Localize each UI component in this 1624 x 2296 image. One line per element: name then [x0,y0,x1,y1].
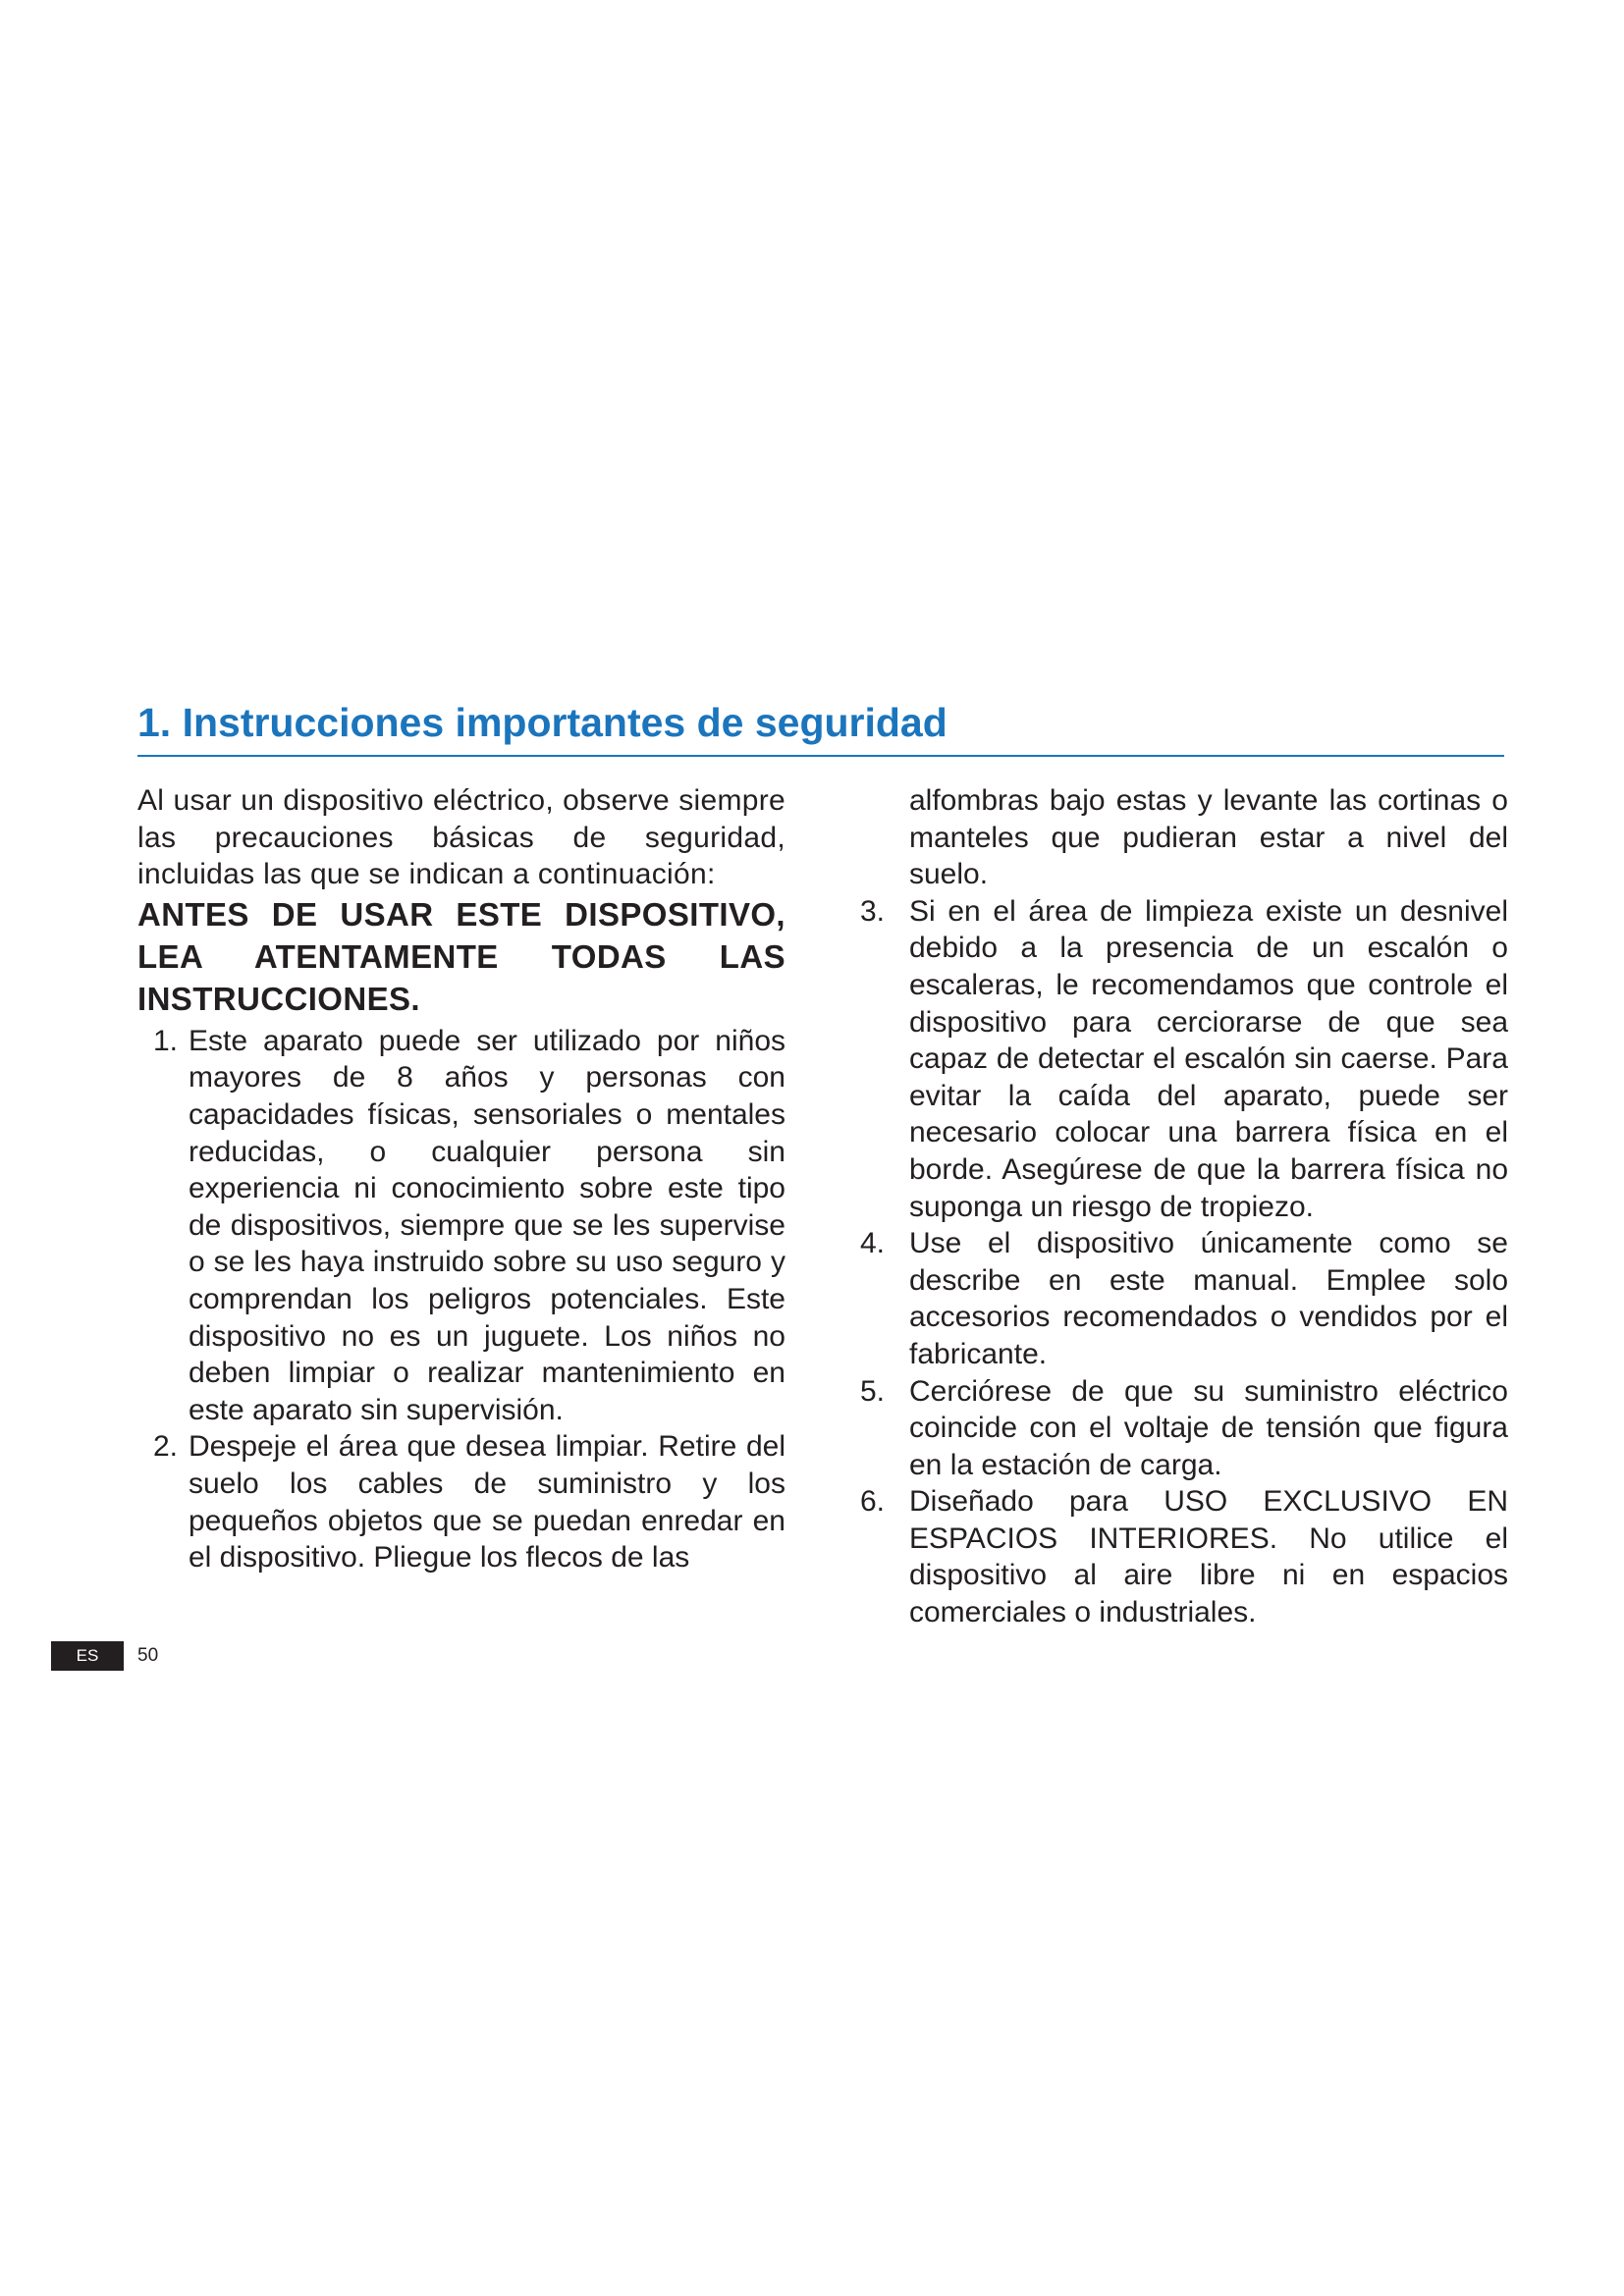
item-text: Este aparato puede ser utilizado por niños mayores de 8 años y personas con capacidades físicas, sensoriales o mentales reducidas, o cualquier persona sin experiencia ni conocimiento sobre este tipo de dispositivos, siempre que se les supervise o se les haya instruido sobre su uso seguro y comprendan los peligros potenciales. Este dispositivo no es un juguete. Los niños no deben limpiar o realizar mantenimiento en este aparato sin supervisión. [189,1024,785,1426]
warning-heading: ANTES DE USAR ESTE DISPOSITIVO, LEA ATENTAMENTE TODAS LAS INSTRUCCIONES. [137,895,785,1017]
item-number: 3. [860,894,886,928]
item-text: Diseñado para USO EXCLUSIVO EN ESPACIOS INTERIORES. No utilice el dispositivo al aire libre ni en espacios comerciales o industriales. [909,1485,1508,1629]
list-item [860,893,1508,1225]
item-text: Use el dispositivo únicamente como se describe en este manual. Emplee solo accesorios recomendados o vendidos por el fabricante. [909,1227,1508,1370]
left-column [137,782,785,1576]
item-text: Despeje el área que desea limpiar. Retire del suelo los cables de suministro y los pequeños objetos que se puedan enredar en el dispositivo. Pliegue los flecos de las [189,1430,785,1575]
list-item [860,1483,1508,1630]
instruction-list-right [860,893,1508,1631]
item-text: Si en el área de limpieza existe un desnivel debido a la presencia de un escalón o escaleras, le recomendamos que controle el dispositivo para cerciorarse de que sea capaz de detectar el escalón sin caerse. Para evitar la caída del aparato, puede ser necesario colocar una barrera física en el borde. Asegúrese de que la barrera física no suponga un riesgo de tropiezo. [909,894,1508,1223]
item-text: Cerciórese de que su suministro eléctrico coincide con el voltaje de tensión que figura en la estación de carga. [909,1374,1508,1481]
page-number: 50 [137,1645,159,1666]
item-number: 1. [153,1024,179,1057]
right-column [860,782,1508,1631]
list-item [860,1373,1508,1484]
instruction-list-left [137,1023,785,1576]
item-number: 6. [860,1485,886,1519]
intro-paragraph: Al usar un dispositivo eléctrico, observe siempre las precauciones básicas de seguridad, incluidas las que se indican a continuación: [137,784,785,891]
item-number: 5. [860,1374,886,1408]
item-continuation: alfombras bajo estas y levante las cortinas o manteles que pudieran estar a nivel del suelo. [909,784,1508,891]
item-number: 4. [860,1227,886,1260]
item-number: 2. [153,1430,179,1464]
list-item [860,1225,1508,1372]
title-divider [137,755,1504,757]
list-item [137,1428,785,1575]
section-title: 1. Instrucciones importantes de seguridad [137,700,947,745]
list-item [137,1023,785,1429]
language-badge: ES [51,1641,124,1671]
